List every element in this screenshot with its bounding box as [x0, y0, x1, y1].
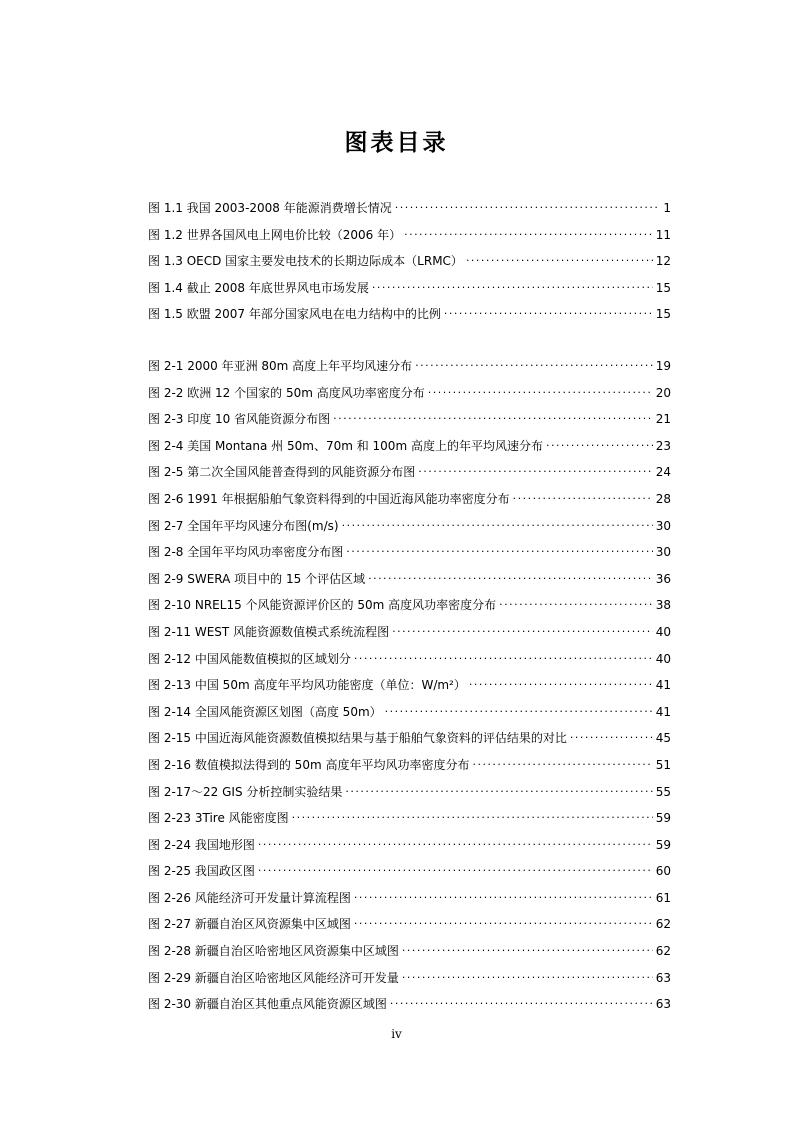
dot-leader [372, 278, 653, 292]
toc-entry-page: 40 [655, 624, 671, 639]
toc-entry-label: 图 2-4 美国 Montana 州 50m、70m 和 100m 高度上的年平均风速分布 [148, 438, 543, 453]
toc-entry-page: 24 [655, 465, 671, 480]
dot-leader [402, 941, 653, 955]
toc-entry-page: 59 [655, 811, 671, 826]
toc-entry[interactable] [148, 407, 671, 434]
toc-entry[interactable] [148, 886, 671, 913]
toc-entry[interactable] [148, 620, 671, 647]
toc-entry[interactable] [148, 912, 671, 939]
toc-entry[interactable] [148, 381, 671, 408]
toc-entry[interactable] [148, 196, 671, 223]
toc-entry[interactable] [148, 966, 671, 993]
toc-entry-label: 图 1.5 欧盟 2007 年部分国家风电在电力结构中的比例 [148, 307, 441, 322]
dot-leader [390, 994, 653, 1008]
dot-leader [354, 914, 653, 928]
dot-leader [472, 755, 652, 769]
toc-entry[interactable] [148, 302, 671, 329]
toc-entry-label: 图 2-30 新疆自治区其他重点风能资源区域图 [148, 997, 387, 1012]
toc-entry-label: 图 2-13 中国 50m 高度年平均风功能密度（单位：W/m²） [148, 678, 466, 693]
toc-entry[interactable] [148, 780, 671, 807]
toc-entry[interactable] [148, 354, 671, 381]
toc-entry-page: 55 [655, 784, 671, 799]
toc-entry-page: 15 [655, 280, 671, 295]
toc-entry[interactable] [148, 460, 671, 487]
toc-entry-label: 图 1.3 OECD 国家主要发电技术的长期边际成本（LRMC） [148, 254, 463, 269]
dot-leader [368, 569, 653, 583]
toc-entry-label: 图 2-3 印度 10 省风能资源分布图 [148, 412, 331, 427]
toc-entry-label: 图 2-26 风能经济可开发量计算流程图 [148, 890, 351, 905]
toc-entry-label: 图 2-15 中国近海风能资源数值模拟结果与基于船舶气象资料的评估结果的对比 [148, 731, 567, 746]
dot-leader [258, 835, 653, 849]
toc-entry-label: 图 2-11 WEST 风能资源数值模式系统流程图 [148, 624, 390, 639]
toc-entry-page: 41 [655, 704, 671, 719]
dot-leader [354, 649, 653, 663]
toc-entry-page: 21 [655, 412, 671, 427]
dot-leader [404, 225, 653, 239]
toc-entry-label: 图 2-5 第二次全国风能普查得到的风能资源分布图 [148, 465, 416, 480]
toc-entry-page: 36 [655, 571, 671, 586]
toc-entry-page: 40 [655, 651, 671, 666]
toc-entry[interactable] [148, 249, 671, 276]
toc-entry-label: 图 1.4 截止 2008 年底世界风电市场发展 [148, 280, 369, 295]
dot-leader [292, 808, 653, 822]
toc-entry-label: 图 2-7 全国年平均风速分布图(m/s) [148, 518, 339, 533]
toc-entry-label: 图 2-16 数值模拟法得到的 50m 高度年平均风功率密度分布 [148, 757, 470, 772]
toc-entry-page: 30 [655, 545, 671, 560]
toc-entry-label: 图 1.2 世界各国风电上网电价比较（2006 年） [148, 227, 402, 242]
toc-entry[interactable] [148, 700, 671, 727]
toc-entry[interactable] [148, 939, 671, 966]
toc-entry-page: 62 [655, 917, 671, 932]
toc-entry-page: 45 [655, 731, 671, 746]
dot-leader [354, 888, 653, 902]
toc-entry-label: 图 2-6 1991 年根据船舶气象资料得到的中国近海风能功率密度分布 [148, 491, 510, 506]
dot-leader [346, 542, 652, 556]
toc-entry-page: 51 [655, 757, 671, 772]
dot-leader [570, 728, 653, 742]
toc-entry-label: 图 2-17～22 GIS 分析控制实验结果 [148, 784, 343, 799]
dot-leader [428, 383, 653, 397]
toc-entry-label: 图 2-25 我国政区图 [148, 864, 255, 879]
toc-entry-label: 图 2-23 3Tire 风能密度图 [148, 811, 289, 826]
dot-leader [395, 198, 661, 212]
toc-entry[interactable] [148, 673, 671, 700]
dot-leader [415, 356, 653, 370]
toc-entry[interactable] [148, 859, 671, 886]
toc-entry-label: 图 2-12 中国风能数值模拟的区域划分 [148, 651, 351, 666]
dot-leader [402, 968, 653, 982]
toc-entry-label: 图 2-10 NREL15 个风能资源评价区的 50m 高度风功率密度分布 [148, 598, 497, 613]
dot-leader [469, 675, 653, 689]
toc-entry-page: 12 [655, 254, 671, 269]
toc-entry-page: 60 [655, 864, 671, 879]
toc-entry-page: 38 [655, 598, 671, 613]
toc-entry[interactable] [148, 833, 671, 860]
dot-leader [258, 861, 653, 875]
toc-entry-page: 59 [655, 837, 671, 852]
toc-entry-label: 图 2-1 2000 年亚洲 80m 高度上年平均风速分布 [148, 359, 413, 373]
toc-entry-label: 图 2-27 新疆自治区风资源集中区域图 [148, 917, 351, 932]
toc-entry[interactable] [148, 540, 671, 567]
dot-leader [342, 516, 653, 530]
toc-entry[interactable] [148, 647, 671, 674]
toc-entry-page: 19 [655, 359, 671, 373]
page-title: 图表目录 [344, 130, 449, 156]
toc-entry-page: 28 [655, 491, 671, 506]
toc-entry-page: 20 [655, 385, 671, 400]
dot-leader [392, 622, 653, 636]
toc-entry[interactable] [148, 753, 671, 780]
toc-entry-page: 30 [655, 518, 671, 533]
toc-entry-label: 图 2-28 新疆自治区哈密地区风资源集中区域图 [148, 944, 399, 959]
toc-entry-page: 1 [663, 201, 671, 215]
toc-entry-label: 图 2-9 SWERA 项目中的 15 个评估区域 [148, 571, 366, 586]
toc-entry[interactable] [148, 276, 671, 303]
toc-entry-label: 图 2-2 欧洲 12 个国家的 50m 高度风功率密度分布 [148, 385, 425, 400]
toc-entry-label: 图 2-8 全国年平均风功率密度分布图 [148, 545, 344, 560]
toc-entry[interactable] [148, 514, 671, 541]
dot-leader [513, 489, 653, 503]
toc-entry[interactable] [148, 593, 671, 620]
toc-group-chapter-1 [148, 196, 671, 329]
toc-entry[interactable] [148, 806, 671, 833]
toc-entry-label: 图 2-14 全国风能资源区划图（高度 50m） [148, 704, 382, 719]
toc-entry-label: 图 2-29 新疆自治区哈密地区风能经济可开发量 [148, 970, 399, 985]
toc-entry-page: 23 [655, 438, 671, 453]
dot-leader [418, 462, 652, 476]
toc-entry-page: 41 [655, 678, 671, 693]
toc-entry-page: 62 [655, 944, 671, 959]
toc-entry-label: 图 2-24 我国地形图 [148, 837, 255, 852]
toc-entry-label: 图 1.1 我国 2003-2008 年能源消费增长情况 [148, 201, 392, 215]
dot-leader [333, 409, 653, 423]
toc-entry-page: 11 [655, 227, 671, 242]
toc-entry[interactable] [148, 567, 671, 594]
dot-leader [546, 436, 653, 450]
toc-entry-page: 61 [655, 890, 671, 905]
toc-group-chapter-2 [148, 354, 671, 1019]
dot-leader [345, 782, 652, 796]
toc-entry-page: 15 [655, 307, 671, 322]
toc-entry[interactable] [148, 434, 671, 461]
toc-entry-page: 63 [655, 997, 671, 1012]
dot-leader [499, 595, 653, 609]
toc-entry-page: 63 [655, 970, 671, 985]
page-number: iv [391, 1027, 402, 1041]
toc-entry[interactable] [148, 487, 671, 514]
dot-leader [385, 702, 653, 716]
toc-entry[interactable] [148, 992, 671, 1019]
toc-entry[interactable] [148, 726, 671, 753]
dot-leader [466, 251, 653, 265]
dot-leader [444, 304, 653, 318]
toc-entry[interactable] [148, 223, 671, 250]
